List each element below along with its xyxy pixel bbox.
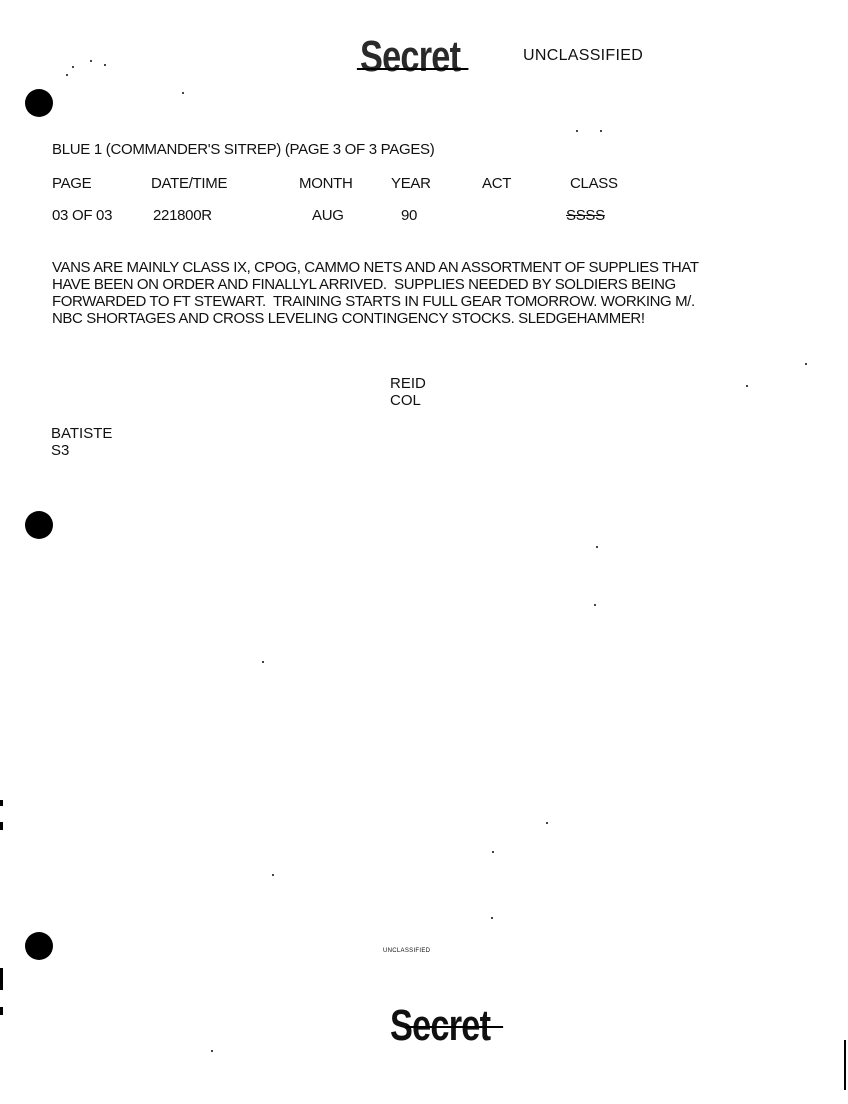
- header-datetime: DATE/TIME: [151, 175, 228, 192]
- report-body: VANS ARE MAINLY CLASS IX, CPOG, CAMMO NETS AND AN ASSORTMENT OF SUPPLIES THAT HAVE BEEN ON ORDER AND FINALLYL ARRIVED. SUPPLIES NEEDED BY SOLDIERS BEING FORWARDED TO FT STEWART. TRAINING STARTS IN FULL GEAR TOMORROW. WORKING M/. NBC SHORTAGES AND CROSS LEVELING CONTINGENCY STOCKS. SLEDGEHAMMER!: [52, 259, 699, 327]
- signer-name: REID: [390, 375, 426, 392]
- secret-stamp-top: Secret: [360, 32, 461, 81]
- scan-speck: [104, 64, 106, 66]
- scan-speck: [576, 130, 578, 132]
- scan-speck: [746, 385, 748, 387]
- value-class: SSSS: [566, 207, 605, 224]
- classification-marking-bottom: UNCLASSIFIED: [383, 948, 431, 954]
- scan-speck: [596, 546, 598, 548]
- classification-marking-top: UNCLASSIFIED: [523, 47, 644, 64]
- scan-speck: [546, 822, 548, 824]
- secret-stamp-bottom: Secret: [390, 1001, 491, 1050]
- header-class: CLASS: [570, 175, 618, 192]
- header-year: YEAR: [391, 175, 431, 192]
- scan-speck: [594, 604, 596, 606]
- scan-speck: [211, 1050, 213, 1052]
- scan-speck: [492, 851, 494, 853]
- scan-speck: [66, 74, 68, 76]
- originator-name: BATISTE: [51, 425, 113, 442]
- scan-speck: [805, 363, 807, 365]
- scan-edge-mark: [0, 800, 3, 806]
- scan-edge-mark: [0, 1007, 3, 1015]
- originator-office: S3: [51, 442, 70, 459]
- scan-edge-mark: [0, 822, 3, 830]
- value-page: 03 OF 03: [52, 207, 113, 224]
- punch-hole-top: [25, 89, 53, 117]
- signer-rank: COL: [390, 392, 421, 409]
- punch-hole-bottom: [25, 932, 53, 960]
- scan-speck: [600, 130, 602, 132]
- punch-hole-middle: [25, 511, 53, 539]
- value-datetime: 221800R: [153, 207, 212, 224]
- report-title: BLUE 1 (COMMANDER'S SITREP) (PAGE 3 OF 3 PAGES): [52, 141, 435, 158]
- scan-edge-mark: [0, 968, 3, 990]
- scan-speck: [272, 874, 274, 876]
- scan-edge-mark: [844, 1040, 846, 1090]
- scan-speck: [182, 92, 184, 94]
- scan-speck: [72, 66, 74, 68]
- scan-speck: [491, 917, 493, 919]
- header-month: MONTH: [299, 175, 353, 192]
- scan-speck: [262, 661, 264, 663]
- value-month: AUG: [312, 207, 344, 224]
- value-year: 90: [401, 207, 418, 224]
- header-page: PAGE: [52, 175, 92, 192]
- header-act: ACT: [482, 175, 512, 192]
- scan-speck: [90, 60, 92, 62]
